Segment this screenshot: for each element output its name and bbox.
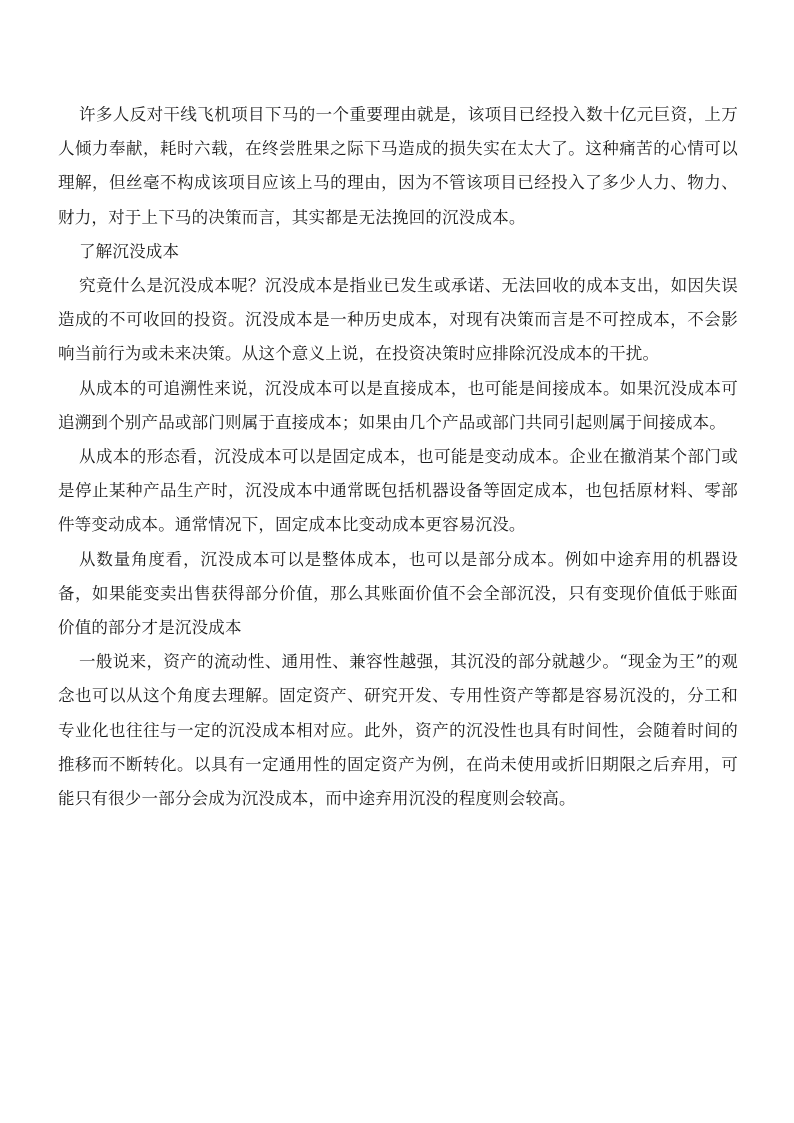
document-body (58, 98, 738, 816)
paragraph-definition: 究竟什么是沉没成本呢？沉没成本是指业已发生或承诺、无法回收的成本支出，如因失误造成的不可收回的投资。沉没成本是一种历史成本，对现有决策而言是不可控成本，不会影响当前行为或未来决策。从这个意义上说，在投资决策时应排除沉没成本的干扰。 (58, 276, 738, 364)
paragraph-intro: 许多人反对干线飞机项目下马的一个重要理由就是，该项目已经投入数十亿元巨资，上万人倾力奉献，耗时六载，在终尝胜果之际下马造成的损失实在太大了。这种痛苦的心情可以理解，但丝毫不构成该项目应该上马的理由，因为不管该项目已经投入了多少人力、物力、财力，对于上下马的决策而言，其实都是无法挽回的沉没成本。 (58, 105, 738, 227)
paragraph-traceability: 从成本的可追溯性来说，沉没成本可以是直接成本，也可能是间接成本。如果沉没成本可追溯到个别产品或部门则属于直接成本；如果由几个产品或部门共同引起则属于间接成本。 (58, 378, 738, 432)
paragraph-quantity: 从数量角度看，沉没成本可以是整体成本，也可以是部分成本。例如中途弃用的机器设备，如果能变卖出售获得部分价值，那么其账面价值不会全部沉没，只有变现价值低于账面价值的部分才是沉没成本 (58, 549, 738, 638)
section-heading: 了解沉没成本 (78, 241, 180, 261)
paragraph-liquidity: 一般说来，资产的流动性、通用性、兼容性越强，其沉没的部分就越少。“现金为王”的观念也可以从这个角度去理解。固定资产、研究开发、专用性资产等都是容易沉没的，分工和专业化也往往与一定的沉没成本相对应。此外，资产的沉没性也具有时间性，会随着时间的推移而不断转化。以具有一定通用性的固定资产为例，在尚未使用或折旧期限之后弃用，可能只有很少一部分会成为沉没成本，而中途弃用沉没的程度则会较高。 (58, 652, 738, 809)
paragraph-cost-form: 从成本的形态看，沉没成本可以是固定成本，也可能是变动成本。企业在撤消某个部门或是停止某种产品生产时，沉没成本中通常既包括机器设备等固定成本，也包括原材料、零部件等变动成本。通常情况下，固定成本比变动成本更容易沉没。 (58, 447, 738, 535)
